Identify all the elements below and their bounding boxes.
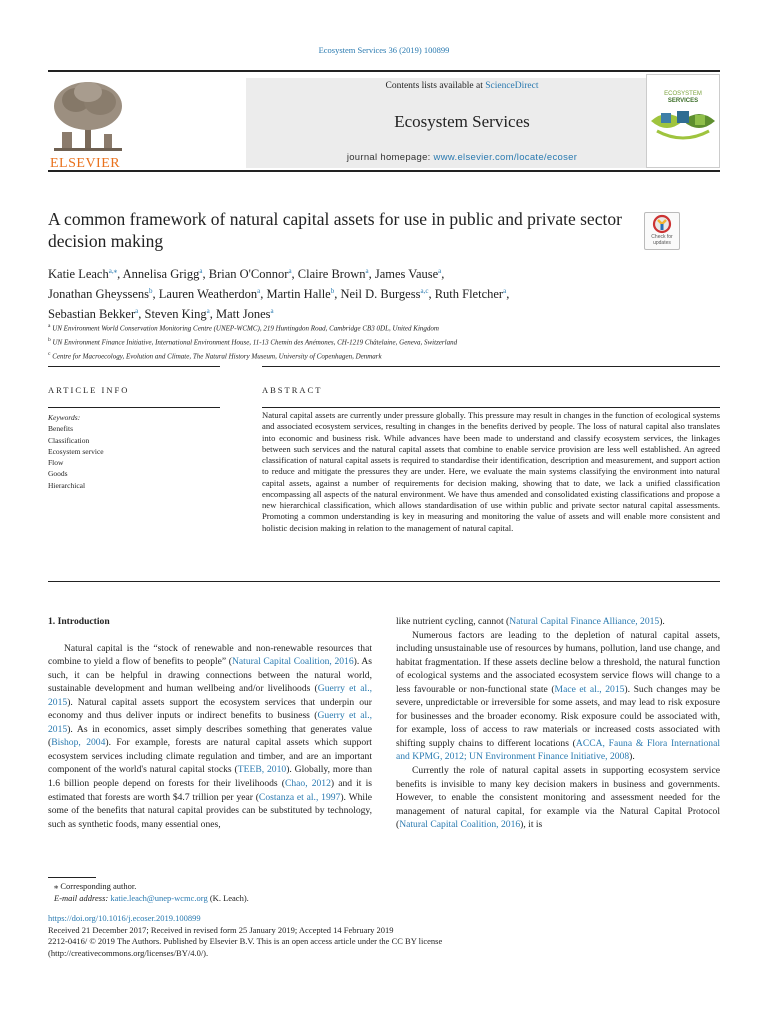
citation-link[interactable]: Chao, 2012 [284,778,331,790]
cover-title-line-1: ECOSYSTEM [664,91,702,97]
author-name[interactable]: Annelisa Grigg [122,267,200,282]
author-email-link[interactable]: katie.leach@unep-wcmc.org [110,892,208,903]
paragraph-text: like nutrient cycling, cannot ( [396,616,510,627]
abstract-bottom-rule [48,581,720,582]
paragraph-text: ). Such changes may be severe, unpredictable or irreversible for some assets, and may lead to risk exposure for businesses and the broader economy. Risk exposure could be associated with, for example, loss of access to raw materials or increased costs associated with shifting supply chains to different locations ( [396,683,720,749]
author-name[interactable]: James Vause [374,267,439,282]
author-separator: , [138,307,145,322]
elsevier-tree-logo[interactable] [48,78,128,171]
paragraph-text: ). For example, forests are natural capital assets which support ecosystem services including climate regulation and timber, and are an important component of the world's natural capital stocks ( [48,737,372,776]
elsevier-wordmark: ELSEVIER [50,156,121,171]
author-affiliation-marker[interactable]: a [503,287,507,296]
intro-paragraph-2 [396,629,720,764]
author-affiliation-marker[interactable]: a [199,267,203,275]
paragraph-text: Currently the role of natural capital assets in supporting ecosystem service benefits is invisible to many key decision makers in business and governments. However, to enable the consistent monitoring and assessment needed for the management of natural capital, for example via the Natural Capital Protocol ( [396,765,720,831]
author-separator: , [117,267,123,282]
journal-cover-thumbnail[interactable] [646,74,720,168]
affiliation-marker: b [48,336,51,343]
affiliation-a [48,321,708,335]
keyword-item: Ecosystem service [48,446,104,456]
author-name[interactable]: Katie Leach [48,267,109,282]
author-separator: , [202,267,209,282]
citation-link[interactable]: ACCA, Fauna & Flora International and KPMG, 2012; UN Environment Finance Initiative, 2008 [396,737,720,763]
check-for-updates-badge[interactable] [644,212,680,250]
journal-homepage-line [246,152,678,163]
citation-link[interactable]: Guerry et al., 2015 [48,683,372,708]
affiliation-text: UN Environment World Conservation Monitoring Centre (UNEP-WCMC), 219 Huntingdon Road, Cambridge CB3 0DL, United Kingdom [50,324,439,333]
author-separator: , [291,267,298,282]
author-list [48,263,688,323]
author-affiliation-marker[interactable]: a [288,267,292,275]
author-separator: , [368,267,375,282]
email-label: E-mail address: [54,892,111,903]
author-separator: , [209,307,217,322]
section-heading-introduction: 1. Introduction [48,616,110,627]
paragraph-text: ). Natural capital assets support the ecosystem services that underpin our economy and thus deliver inputs or indirect benefits to business ( [48,696,372,722]
citation-link[interactable]: Natural Capital Coalition, 2016 [399,819,521,831]
publication-info [48,913,720,959]
keyword-item: Goods [48,469,68,479]
author-separator: , [334,287,341,302]
author-affiliation-marker[interactable]: a [365,267,369,275]
citation-link[interactable]: Bishop, 2004 [51,737,106,749]
author-separator: , [428,287,435,302]
author-affiliation-marker[interactable]: a,c [420,287,429,296]
affiliation-c [48,349,708,363]
homepage-prefix: journal homepage: [346,152,434,163]
author-separator: , [441,267,445,282]
intro-paragraph-1 [48,642,372,832]
author-separator: , [152,287,159,302]
abstract-rule [262,407,720,408]
intro-paragraph-3 [396,764,720,832]
abstract-heading: ABSTRACT [262,385,323,395]
journal-name: Ecosystem Services [394,112,530,131]
article-info-heading: ARTICLE INFO [48,385,130,395]
license-statement: 2212-0416/ © 2019 The Authors. Published by Elsevier B.V. This is an open access article under the CC BY license [48,936,443,946]
author-affiliation-marker[interactable]: a [270,307,274,316]
paragraph-text: ). As such, it can be helpful in drawing connections between the natural world, sustainable development and human wellbeing and/or livelihoods ( [48,656,373,695]
citation-link[interactable]: Natural Capital Finance Alliance, 2015 [509,616,660,627]
affiliation-marker: c [48,350,51,357]
abstract-top-rule [262,366,720,367]
author-affiliation-marker[interactable]: b [330,287,335,296]
affiliation-b [48,335,708,349]
paragraph-text: ). As in economics, asset simply describes something that generates value ( [48,723,372,749]
doi-link[interactable]: https://doi.org/10.1016/j.ecoser.2019.100899 [48,913,201,923]
keywords-label: Keywords: [48,413,81,422]
author-name[interactable]: Sebastian Bekker [48,307,136,322]
author-affiliation-marker[interactable]: a [135,307,139,316]
corresponding-author-note: ⁎ Corresponding author. [54,881,137,891]
author-name[interactable]: Claire Brown [297,267,366,282]
keywords-block [48,412,220,491]
paragraph-text: ). While some of the benefits that natural capital provides can be substituted by technology, such as synthetic foods, many essential ones, [48,791,373,830]
contents-prefix: Contents lists available at [385,81,486,91]
contents-available-line [246,81,678,91]
keyword-item: Hierarchical [48,480,86,490]
article-info-top-rule [48,366,220,367]
footnote-rule [48,877,96,878]
author-name[interactable]: Matt Jones [216,307,271,322]
affiliation-list [48,321,708,362]
journal-citation[interactable]: Ecosystem Services 36 (2019) 100899 [318,45,450,55]
author-name[interactable]: Jonathan Gheyssens [48,287,150,302]
citation-link[interactable]: Natural Capital Coalition, 2016 [232,656,354,668]
author-name[interactable]: Lauren Weatherdon [158,287,258,302]
affiliation-marker: a [48,323,51,329]
paragraph-text: ), it is [520,819,543,831]
author-separator: , [260,287,267,302]
body-column-left [48,615,372,831]
paragraph-text: ) and it is estimated that forests are worth $4.7 trillion per year ( [48,778,372,803]
author-name[interactable]: Brian O'Connor [208,267,289,282]
paragraph-text: ). Globally, more than 1.6 billion people depend on forests for their livelihoods ( [48,764,372,790]
keyword-item: Classification [48,435,90,445]
author-name[interactable]: Neil D. Burgess [340,287,421,302]
email-suffix: (K. Leach). [207,892,249,903]
author-name[interactable]: Martin Halle [266,287,331,302]
author-separator: , [506,287,510,302]
body-column-right [396,615,720,832]
affiliation-text: Centre for Macroecology, Evolution and Climate, The Natural History Museum, University of Copenhagen, Denmark [50,351,382,360]
journal-masthead [48,70,720,172]
paragraph-text: Numerous factors are leading to the depletion of natural capital assets, including unsustainable use of resources by humans, pollution, land use change, and habitat fragmentation. If these assets decline below a threshold, the natural function of ecological systems and the associated ecosystem service flows will change to a less favourable or non-functional state ( [396,629,720,695]
author-affiliation-marker[interactable]: a,⁎ [108,267,118,275]
author-affiliation-marker[interactable]: a [257,287,261,296]
journal-homepage-link[interactable]: www.elsevier.com/locate/ecoser [433,152,578,163]
author-affiliation-marker[interactable]: a [206,307,210,316]
paragraph-text: ). [629,751,635,763]
received-dates: Received 21 December 2017; Received in revised form 25 January 2019; Accepted 14 February 2019 [48,924,394,935]
footnotes [48,881,720,904]
author-name[interactable]: Ruth Fletcher [434,287,504,302]
cover-title-line-2: SERVICES [667,98,699,104]
crossmark-icon [645,213,679,235]
intro-paragraph-1-continued [396,615,720,629]
abstract-text: Natural capital assets are currently under pressure globally. This pressure may result in changes in the function of ecological systems and associated ecosystem services, resulting in changes in the benefits derived by people. The loss of natural capital also translates into economic and business risk. While advances have been made to understand and classify ecosystem services, the linkages between such services and the natural capital assets that combine to enable service provision are less well established. An agreed classification of natural capital assets is required to standardise their identification, description and measurement, and support action to reduce and mitigate the pressures they are under. Here, we evaluate the main systems classifying the environment into natural capital assets, against a number of requirements for decision making, showing that to date, we lack a unified classification encompassing all aspects of the natural environment. We have thus amended and consolidated existing classifications and propose a new hierarchical classification, which allows standardisation of use within public and private sector natural capital assessments. Promoting a common understanding is key in measuring and monitoring the value of assets and will enable more consistent and holistic decision making in relation to the management of natural capital. [262,410,720,533]
sciencedirect-link[interactable]: ScienceDirect [485,81,539,91]
author-name[interactable]: Steven King [144,307,207,322]
citation-link[interactable]: Guerry et al., 2015 [48,710,372,735]
keyword-item: Benefits [48,424,73,434]
article-title: A common framework of natural capital assets for use in public and private sector decision making [48,209,622,251]
keywords-rule [48,407,220,408]
paragraph-text: ). [659,616,665,627]
citation-link[interactable]: Costanza et al., 1997 [258,791,341,803]
affiliation-text: UN Environment Finance Initiative, International Environment House, 11-13 Chemin des Anémones, CH-1219 Châtelaine, Geneva, Switzerland [50,338,458,347]
journal-header-box [246,78,678,168]
license-url[interactable]: (http://creativecommons.org/licenses/BY/4.0/). [48,947,209,958]
citation-link[interactable]: Mace et al., 2015 [554,683,625,695]
author-affiliation-marker[interactable]: a [438,267,442,275]
author-affiliation-marker[interactable]: b [149,287,153,296]
check-for-updates-label: Check for updates [651,234,673,246]
email-note [48,893,720,905]
keyword-item: Flow [48,458,64,468]
paragraph-text: Natural capital is the “stock of renewable and non-renewable resources that combine to yield a flow of benefits to people” ( [48,642,372,668]
citation-link[interactable]: TEEB, 2010 [237,764,287,776]
